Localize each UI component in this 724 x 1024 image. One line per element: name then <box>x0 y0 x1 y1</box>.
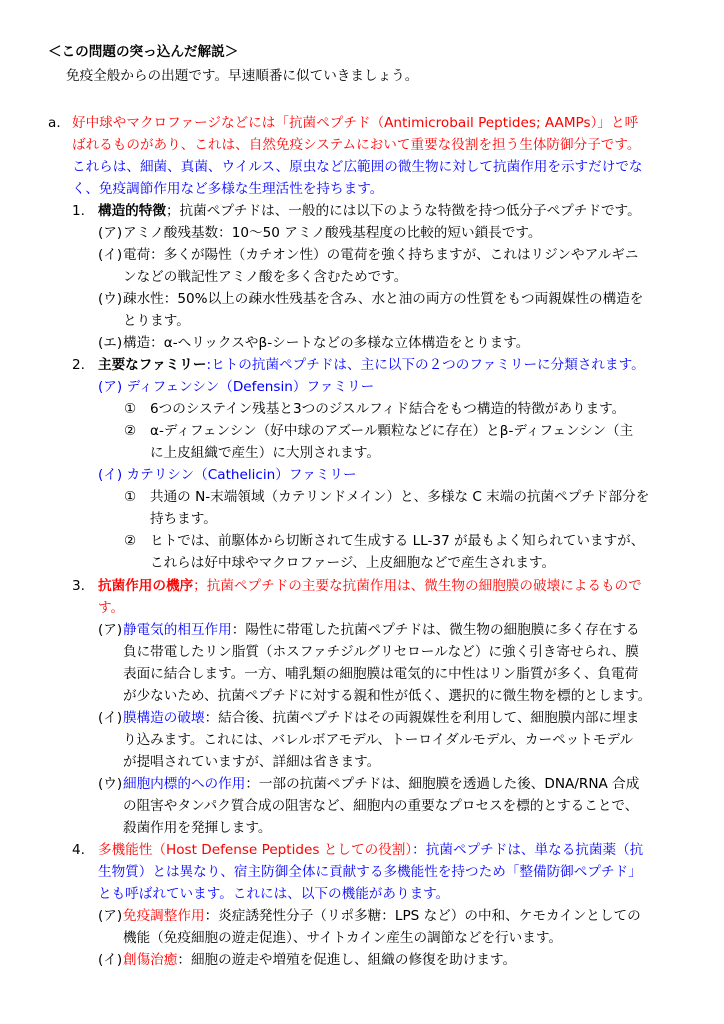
s1-item-a-marker: (ア) <box>98 225 123 241</box>
s3-item-i-line-2: り込みます。これには、バレルボアモデル、トーロイダルモデル、カーペットモデル <box>123 732 633 748</box>
s1-item-e-marker: (エ) <box>98 335 123 351</box>
a-line-4: く、免疫調節作用など多様な生理活性を持ちます。 <box>72 181 384 197</box>
s3-item-a-keyword: 静電気的相互作用 <box>123 622 232 638</box>
cathelicidin-item-2-line-2: これらは好中球やマクロファージ、上皮細胞などで産生されます。 <box>150 555 556 571</box>
s3-heading <box>98 576 642 596</box>
defensin-label: (ア) ディフェンシン（Defensin）ファミリー <box>98 379 375 395</box>
s3-number: 3. <box>72 578 85 594</box>
s3-title: 抗菌作用の機序 <box>98 578 194 594</box>
s4-line-3: とも呼ばれています。これには、以下の機能があります。 <box>98 886 450 902</box>
s3-item-i-keyword: 膜構造の破壊 <box>123 710 205 726</box>
s2-number: 2. <box>72 357 85 373</box>
s4-line-2: 生物質）とは異なり、宿主防御全体に貢献する多機能性を持つため「整備防御ペプチド」 <box>98 864 642 880</box>
a-line-3: これらは、細菌、真菌、ウイルス、原虫など広範囲の微生物に対して抗菌作用を示すだけでな <box>72 159 643 175</box>
s3-item-a-text: ：陽性に帯電した抗菌ペプチドは、微生物の細胞膜に多く存在する <box>231 622 640 638</box>
s4-line-1: ：抗菌ペプチドは、単なる抗菌薬（抗 <box>412 842 644 858</box>
heading: ＜この問題の突っ込んだ解説＞ <box>48 44 239 60</box>
defensin-item-2-marker: ② <box>124 423 137 439</box>
s1-item-e-line-1: 構造：α-へリックスやβ-シートなどの多様な立体構造をとります。 <box>123 335 530 351</box>
s1-item-u-marker: (ウ) <box>98 291 123 307</box>
cathelicidin-item-1-line-2: 持ちます。 <box>150 511 217 527</box>
s3-item-u-keyword: 細胞内標的への作用 <box>123 776 246 792</box>
s4-item-i-text: ：細胞の遊走や増殖を促進し、組織の修復を助けます。 <box>177 952 517 968</box>
s2-title: 主要なファミリー <box>98 357 207 373</box>
defensin-item-2-line-2: に上皮組織で産生）に大別されます。 <box>150 445 381 461</box>
a-line-2: ばれるものがあり、これは、自然免疫システムにおいて重要な役割を担う生体防御分子です。 <box>72 137 641 153</box>
s3-item-i-line-3: が提唱されていますが、詳細は省きます。 <box>123 754 381 770</box>
s3-item-i-line-1 <box>123 708 639 728</box>
s1-item-a-line-1: アミノ酸残基数：10～50 アミノ酸残基程度の比較的短い鎖長です。 <box>123 225 542 241</box>
s4-item-a-text: ：炎症誘発性分子（リポ多糖：LPS など）の中和、ケモカインとしての <box>204 908 641 924</box>
cathelicidin-label: (イ) カテリシン（Cathelicin）ファミリー <box>98 467 357 483</box>
s1-item-i-line-1: 電荷：多くが陽性（カチオン性）の電荷を強く持ちますが、これはリジンやアルギニ <box>123 247 639 263</box>
cathelicidin-item-2-marker: ② <box>124 533 137 549</box>
intro-text: 免疫全般からの出題です。早速順番に似ていきましょう。 <box>66 68 419 84</box>
s3-item-a-line-1 <box>123 620 640 640</box>
s3-item-i-marker: (イ) <box>98 710 123 726</box>
cathelicidin-item-1-marker: ① <box>124 489 137 505</box>
s4-heading <box>98 840 643 860</box>
s4-item-i-line-1 <box>123 950 516 970</box>
s2-heading <box>98 355 645 375</box>
cathelicidin-item-1-line-1: 共通の N-末端領域（カテリンドメイン）と、多様な C 末端の抗菌ペプチド部分を <box>150 489 650 505</box>
defensin-item-1-marker: ① <box>124 401 137 417</box>
s3-item-u-line-2: の阻害やタンパク質合成の阻害など、細胞内の重要なプロセスを標的とすることで、 <box>123 798 639 814</box>
s4-item-a-line-1 <box>123 906 641 926</box>
s3-item-i-text: ：結合後、抗菌ペプチドはその両親媒性を利用して、細胞膜内部に埋ま <box>204 710 640 726</box>
s3-item-u-text: ：一部の抗菌ペプチドは、細胞膜を透過した後、DNA/RNA 合成 <box>245 776 640 792</box>
a-line-1: 好中球やマクロファージなどには「抗菌ペプチド（Antimicrobail Peptides; AAMPs）」と呼 <box>72 115 639 131</box>
s2-text: :ヒトの抗菌ペプチドは、主に以下の２つのファミリーに分類されます。 <box>206 357 645 373</box>
s4-item-a-keyword: 免疫調整作用 <box>123 908 205 924</box>
s3-text: ；抗菌ペプチドの主要な抗菌作用は、微生物の細胞膜の破壊によるもので <box>193 578 642 594</box>
s1-item-i-line-2: ンなどの戦記性アミノ酸を多く含むためです。 <box>123 269 408 285</box>
s3-item-a-line-4: が少ないため、抗菌ペプチドに対する親和性が低く、選択的に微生物を標的とします。 <box>123 688 652 704</box>
s4-number: 4. <box>72 842 85 858</box>
s1-item-u-line-1: 疎水性：50%以上の疎水性残基を含み、水と油の両方の性質をもつ両親媒性の構造を <box>123 291 644 307</box>
s3-item-a-marker: (ア) <box>98 622 123 638</box>
cathelicidin-item-2-line-1: ヒトでは、前駆体から切断されて生成する LL-37 が最もよく知られていますが、 <box>150 533 645 549</box>
s1-item-i-marker: (イ) <box>98 247 123 263</box>
s1-heading <box>98 201 641 221</box>
s1-title: 構造的特徴 <box>98 203 166 219</box>
s1-number: 1. <box>72 203 85 219</box>
s3-item-a-line-2: 負に帯電したリン脂質（ホスファチジルグリセロールなど）に強く引き寄せられ、膜 <box>123 644 639 660</box>
s4-item-i-keyword: 創傷治癒 <box>123 952 178 968</box>
s1-item-u-line-2: とります。 <box>123 313 190 329</box>
s3-item-a-line-3: 表面に結合します。一方、哺乳類の細胞膜は電気的に中性はリン脂質が多く、負電荷 <box>123 666 639 682</box>
s3-item-u-line-1 <box>123 774 639 794</box>
s3-item-u-line-3: 殺菌作用を発揮します。 <box>123 820 272 836</box>
s1-text: ；抗菌ペプチドは、一般的には以下のような特徴を持つ低分子ペプチドです。 <box>165 203 641 219</box>
s4-item-i-marker: (イ) <box>98 952 123 968</box>
s3-item-u-marker: (ウ) <box>98 776 123 792</box>
s4-item-a-line-2: 機能（免疫細胞の遊走促進）、サイトカイン産生の調節などを行います。 <box>123 930 562 946</box>
defensin-item-1-line-1: 6つのシステイン残基と3つのジスルフィド結合をもつ構造的特徴があります。 <box>150 401 626 417</box>
marker-a: a. <box>48 115 61 131</box>
s4-title: 多機能性（Host Defense Peptides としての役割） <box>98 842 413 858</box>
s4-item-a-marker: (ア) <box>98 908 123 924</box>
defensin-item-2-line-1: α-ディフェンシン（好中球のアズール顆粒などに存在）とβ-ディフェンシン（主 <box>150 423 634 439</box>
s3-cont: す。 <box>98 600 125 616</box>
